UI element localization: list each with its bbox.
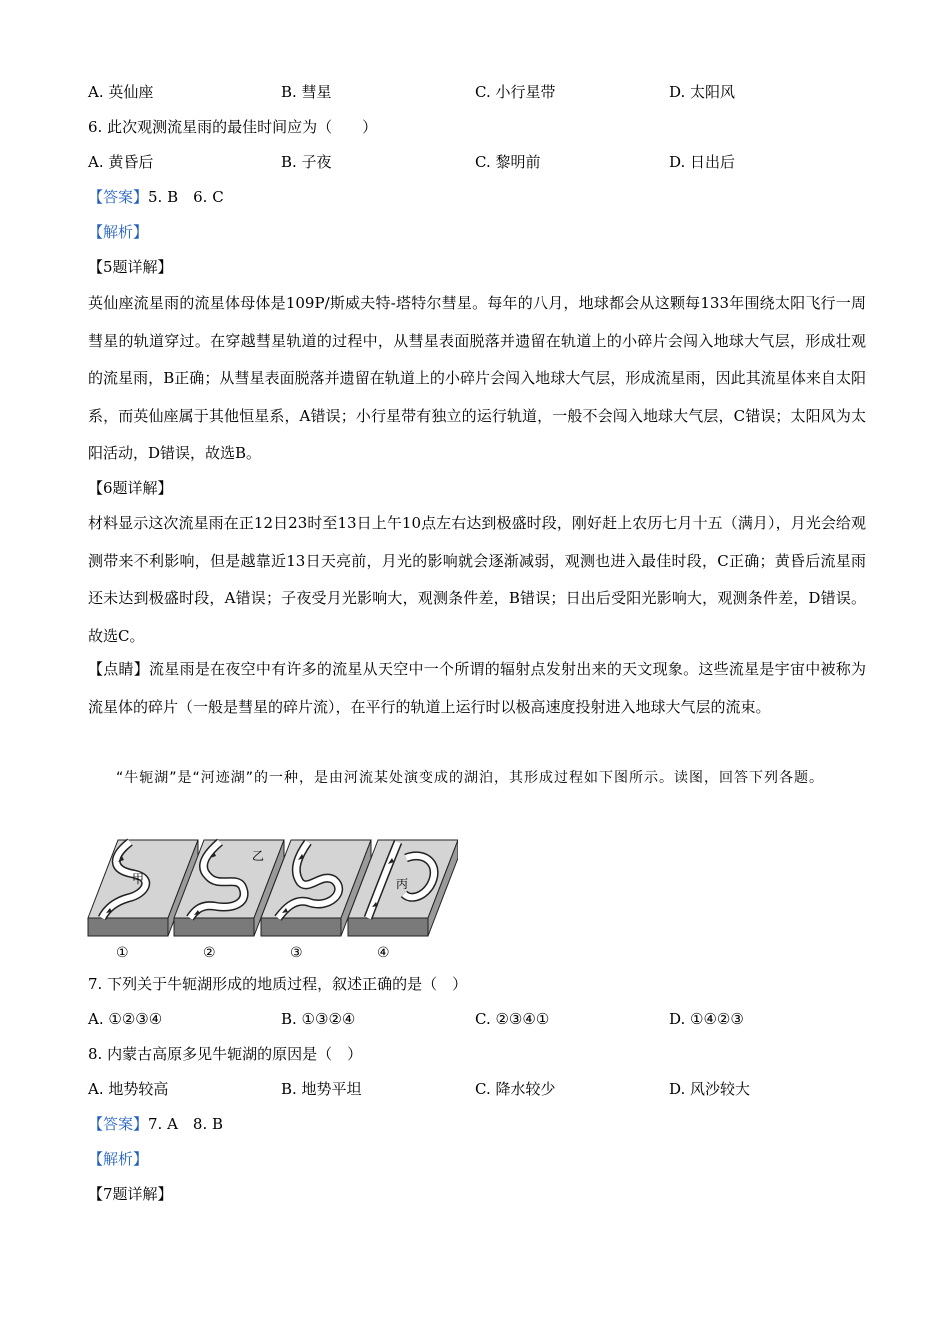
q5-option-c[interactable]: C. 小行星带 [475, 83, 556, 101]
q6-option-a[interactable]: A. 黄昏后 [88, 153, 154, 171]
q7-option-b[interactable]: B. ①③②④ [281, 1010, 356, 1028]
detail5-text: 英仙座流星雨的流星体母体是109P/斯威夫特-塔特尔彗星。每年的八月，地球都会从这颗每133年围绕太阳飞行一周彗星的轨道穿过。在穿越彗星轨道的过程中，从彗星表面脱落并遗留在轨道上的小碎片会闯入地球大气层，形成壮观的流星雨，B正确；从彗星表面脱落并遗留在轨道上的小碎片会闯入地球大气层，形成流星雨，因此其流星体来自太阳系，而英仙座属于其他恒星系，A错误；小行星带有独立的运行轨道，一般不会闯入地球大气层，C错误；太阳风为太阳活动，D错误，故选B。 [88, 294, 866, 462]
q6-option-c[interactable]: C. 黎明前 [475, 153, 541, 171]
answer-text-2: 7. A 8. B [148, 1115, 224, 1133]
detail6-text: 材料显示这次流星雨在正12日23时至13日上午10点左右达到极盛时段，刚好赶上农历七月十五（满月），月光会给观测带来不利影响，但是越靠近13日天亮前，月光的影响就会逐渐减弱，观测也进入最佳时段，C正确；黄昏后流星雨还未达到极盛时段，A错误；子夜受月光影响大，观测条件差，B错误；日出后受阳光影响大，观测条件差，D错误。故选C。 [88, 514, 866, 645]
q7-stem: 7. 下列关于牛轭湖形成的地质过程，叙述正确的是（ ） [88, 975, 468, 993]
q8-options [88, 1079, 868, 1099]
q6-option-b[interactable]: B. 子夜 [281, 153, 332, 171]
answer-line-1 [88, 187, 224, 207]
oxbow-lake-figure [86, 836, 458, 962]
q5-option-a[interactable]: A. 英仙座 [88, 83, 154, 101]
oxbow-intro: “牛轭湖”是“河迹湖”的一种，是由河流某处演变成的湖泊，其形成过程如下图所示。读图，回答下列各题。 [116, 770, 825, 786]
label-bing: 丙 [396, 877, 409, 891]
answer-line-2 [88, 1114, 223, 1134]
figure-number-1: ① [116, 945, 129, 961]
answer-text: 5. B 6. C [148, 188, 224, 206]
tip-block [88, 651, 866, 726]
label-jia: 甲 [132, 872, 145, 886]
tip-tag: 【点睛】 [88, 660, 150, 678]
answer-tag-2: 【答案】 [88, 1115, 149, 1133]
q7-option-c[interactable]: C. ②③④① [475, 1010, 550, 1028]
q8-option-a[interactable]: A. 地势较高 [88, 1080, 169, 1098]
q6-option-d[interactable]: D. 日出后 [669, 153, 736, 171]
q5-option-d[interactable]: D. 太阳风 [669, 83, 736, 101]
detail5-tag: 【5题详解】 [88, 258, 173, 276]
label-yi: 乙 [252, 849, 265, 863]
q8-option-d[interactable]: D. 风沙较大 [669, 1080, 751, 1098]
q8-stem: 8. 内蒙古高原多见牛轭湖的原因是（ ） [88, 1045, 363, 1063]
tip-text: 流星雨是在夜空中有许多的流星从天空中一个所谓的辐射点发射出来的天文现象。这些流星是宇宙中被称为流星体的碎片（一般是彗星的碎片流），在平行的轨道上运行时以极高速度投射进入地球大气层的流束。 [88, 660, 866, 716]
q8-option-b[interactable]: B. 地势平坦 [281, 1080, 362, 1098]
figure-number-2: ② [203, 945, 216, 961]
q6-stem: 6. 此次观测流星雨的最佳时间应为（ ） [88, 118, 378, 136]
detail6-tag: 【6题详解】 [88, 479, 173, 497]
figure-number-3: ③ [290, 945, 303, 961]
q5-options [88, 82, 868, 102]
q7-options [88, 1009, 868, 1029]
analysis-tag-2: 【解析】 [88, 1150, 149, 1168]
q6-options [88, 152, 868, 172]
detail7-tag: 【7题详解】 [88, 1185, 173, 1203]
analysis-tag: 【解析】 [88, 223, 149, 241]
q7-option-a[interactable]: A. ①②③④ [88, 1010, 163, 1028]
q8-option-c[interactable]: C. 降水较少 [475, 1080, 556, 1098]
q7-option-d[interactable]: D. ①④②③ [669, 1010, 744, 1028]
q5-option-b[interactable]: B. 彗星 [281, 83, 332, 101]
answer-tag: 【答案】 [88, 188, 149, 206]
figure-number-4: ④ [377, 945, 390, 961]
